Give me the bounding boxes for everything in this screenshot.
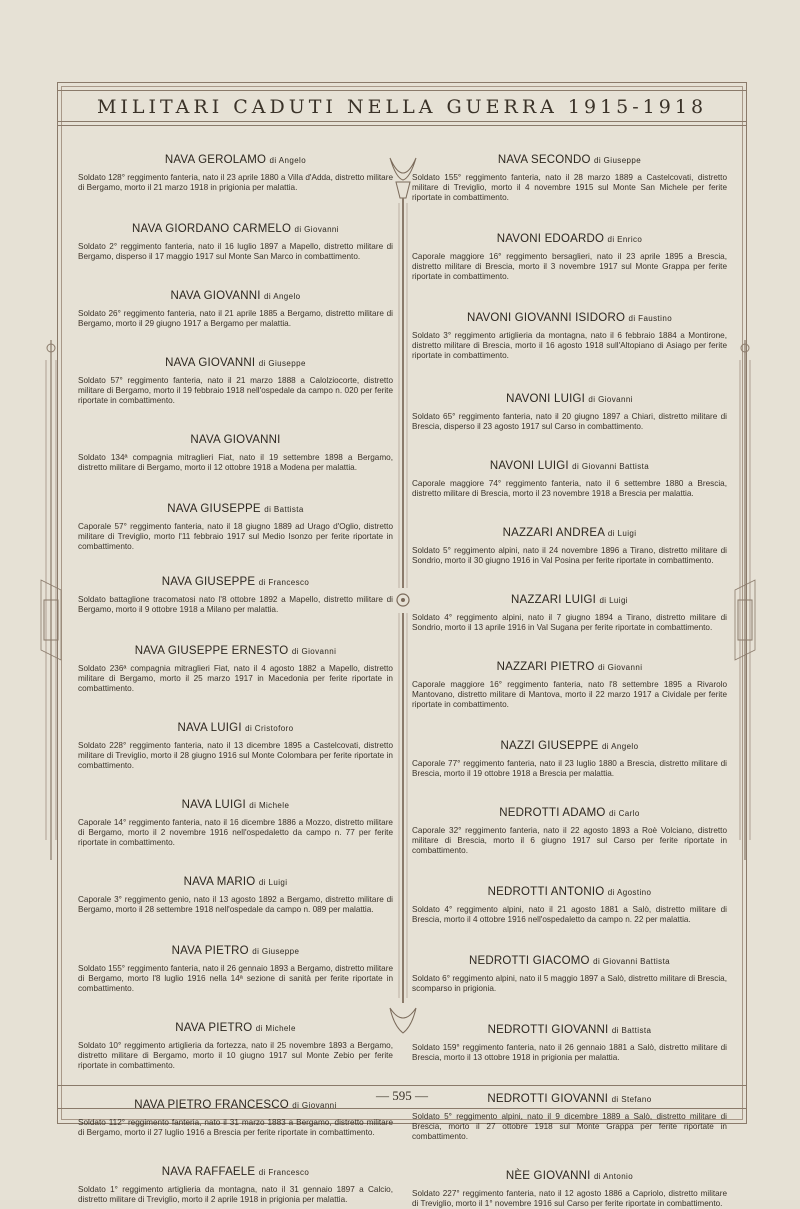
- register-entry: [412, 154, 727, 203]
- entry-surname: NAVA GIOVANNI: [170, 290, 261, 302]
- register-entry: [78, 799, 393, 848]
- entry-text: Soldato 5° reggimento alpini, nato il 24 novembre 1896 a Tirano, distretto militare di Sondrio, morto il 30 giugno 1916 in Val Posina per ferite riportate in combattimento.: [412, 546, 727, 565]
- entry-surname: NAVA SECONDO: [497, 154, 591, 166]
- entry-name: [412, 527, 727, 540]
- entry-surname: NAVA LUIGI: [181, 799, 246, 811]
- entry-text: Soldato 236ª compagnia mitraglieri Fiat, nato il 4 agosto 1882 a Mapello, distretto militare di Bergamo, morto il 25 marzo 1917 in Macedonia per ferite riportate in combattimento.: [78, 664, 393, 693]
- entry-text: Caporale maggiore 74° reggimento fanteria, nato il 6 settembre 1880 a Brescia, distretto militare di Brescia, morto il 23 novembre 1918 a Brescia per malattia.: [412, 479, 727, 498]
- entry-text: Soldato 1° reggimento artiglieria da montagna, nato il 31 gennaio 1897 a Calcio, distretto militare di Treviglio, morto il 2 aprile 1918 in prigionia per malattia.: [78, 1185, 393, 1204]
- entry-text: Soldato 57° reggimento fanteria, nato il 21 marzo 1888 a Calolziocorte, distretto militare di Bergamo, morto il 19 febbraio 1918 nell'ospedale da campo n. 020 per ferite riportate in combattimento.: [78, 376, 393, 405]
- right-ornament-icon: [730, 340, 760, 860]
- entry-name: [412, 955, 727, 968]
- entry-name: [78, 576, 393, 589]
- entry-father: di Agostino: [607, 888, 652, 897]
- entry-father: di Francesco: [258, 578, 310, 587]
- footer-rule-top: [57, 1085, 747, 1086]
- entry-name: [412, 740, 727, 753]
- entry-surname: NEDROTTI ANTONIO: [487, 886, 605, 898]
- entry-father: di Carlo: [608, 809, 640, 818]
- register-entry: [412, 740, 727, 779]
- entry-name: [412, 661, 727, 674]
- entry-father: di Giuseppe: [594, 156, 642, 165]
- register-entry: [412, 393, 727, 432]
- entry-text: Caporale 57° reggimento fanteria, nato il 18 giugno 1889 ad Urago d'Oglio, distretto militare di Treviglio, morto l'11 febbraio 1917 sul Medio Isonzo per ferite riportate in combattimento.: [78, 522, 393, 551]
- entry-surname: NAVA GIUSEPPE: [161, 576, 256, 588]
- entry-text: Soldato 10° reggimento artiglieria da fortezza, nato il 25 novembre 1893 a Bergamo, distretto militare di Bergamo, morto il 10 giugno 1917 sul Monte Zebio per ferite riportate in combattimento.: [78, 1041, 393, 1070]
- entry-surname: NAVA GIUSEPPE: [167, 503, 261, 515]
- entry-surname: NAVA GEROLAMO: [164, 154, 267, 166]
- entry-surname: NAZZARI ANDREA: [502, 527, 605, 539]
- register-entry: [78, 1022, 393, 1071]
- entry-surname: NAVA PIETRO: [175, 1022, 253, 1034]
- entry-father: di Luigi: [607, 529, 637, 538]
- entry-father: di Michele: [255, 1024, 296, 1033]
- entry-father: di Giuseppe: [252, 947, 300, 956]
- entry-surname: NAVONI EDOARDO: [496, 233, 605, 245]
- entry-text: Soldato 65° reggimento fanteria, nato il 20 giugno 1897 a Chiari, distretto militare di Brescia, disperso il 23 agosto 1917 sul Carso in combattimento.: [412, 412, 727, 431]
- entry-surname: NAVA GIUSEPPE ERNESTO: [134, 645, 289, 657]
- register-entry: [78, 223, 393, 262]
- entry-surname: NAVONI LUIGI: [506, 393, 586, 405]
- entry-surname: NAVA PIETRO: [171, 945, 249, 957]
- entry-father: di Giovanni Battista: [593, 957, 671, 966]
- register-entry: [78, 1166, 393, 1205]
- entry-father: di Michele: [249, 801, 290, 810]
- entry-father: di Giovanni: [588, 395, 633, 404]
- entry-surname: NEDROTTI GIOVANNI: [487, 1093, 609, 1105]
- entry-surname: NAZZARI PIETRO: [496, 661, 595, 673]
- entry-text: Soldato 4° reggimento alpini, nato il 7 giugno 1894 a Tirano, distretto militare di Sondrio, morto il 13 aprile 1916 in Val Sugana per ferite riportate in combattimento.: [412, 613, 727, 632]
- entry-name: [78, 1166, 393, 1179]
- entry-surname: NAVA GIOVANNI: [165, 357, 256, 369]
- entry-name: [78, 434, 393, 447]
- entry-text: Soldato battaglione tracomatosi nato l'8 ottobre 1892 a Mapello, distretto militare di Bergamo, morto il 9 ottobre 1918 a Milano per malattia.: [78, 595, 393, 614]
- entry-father: di Battista: [611, 1026, 652, 1035]
- register-entry: [78, 290, 393, 329]
- entry-text: Caporale maggiore 16° reggimento fanteria, nato l'8 settembre 1895 a Rivarolo Mantovano, distretto militare di Mantova, morto il 22 marzo 1917 a Cividale per ferite riportate in combattimento.: [412, 680, 727, 709]
- entry-father: di Angelo: [601, 742, 639, 751]
- entry-surname: NAVONI LUIGI: [489, 460, 569, 472]
- entry-text: Soldato 3° reggimento artiglieria da montagna, nato il 6 febbraio 1884 a Montirone, distretto militare di Brescia, morto il 16 agosto 1918 sull'Altopiano di Asiago per ferite riportate in combattimento.: [412, 331, 727, 360]
- entry-name: [412, 886, 727, 899]
- entry-text: Soldato 227° reggimento fanteria, nato il 12 agosto 1886 a Capriolo, distretto militare di Treviglio, morto il 1° novembre 1916 sul Carso per ferite riportate in combattimento.: [412, 1189, 727, 1208]
- entry-text: Soldato 128° reggimento fanteria, nato il 23 aprile 1880 a Villa d'Adda, distretto militare di Bergamo, morto il 21 marzo 1918 in prigionia per malattia.: [78, 173, 393, 192]
- entry-father: di Luigi: [599, 596, 628, 605]
- entry-father: di Angelo: [264, 292, 301, 301]
- entry-name: [412, 312, 727, 325]
- entry-text: Soldato 26° reggimento fanteria, nato il 21 aprile 1885 a Bergamo, distretto militare di Bergamo, morto il 29 giugno 1917 a Bergamo per malattia.: [78, 309, 393, 328]
- entry-text: Soldato 134ª compagnia mitraglieri Fiat, nato il 19 settembre 1898 a Bergamo, distretto militare di Bergamo, morto il 12 ottobre 1918 a Modena per malattia.: [78, 453, 393, 472]
- entry-text: Caporale 14° reggimento fanteria, nato il 16 dicembre 1886 a Mozzo, distretto militare di Bergamo, morto il 2 novembre 1916 nell'ospedaletto da campo n. 77 per ferite riportate in combattimento.: [78, 818, 393, 847]
- entry-name: [412, 1170, 727, 1183]
- entry-name: [412, 154, 727, 167]
- register-entry: [412, 312, 727, 361]
- register-entry: [412, 527, 727, 566]
- entry-name: [78, 945, 393, 958]
- entry-name: [412, 233, 727, 246]
- header-rule-top: [57, 90, 747, 91]
- register-entry: [412, 886, 727, 925]
- entry-father: di Stefano: [611, 1095, 652, 1104]
- entry-father: di Giuseppe: [258, 359, 306, 368]
- register-entry: [78, 722, 393, 771]
- entry-surname: NAVA PIETRO FRANCESCO: [134, 1099, 289, 1111]
- entry-name: [78, 357, 393, 370]
- register-entry: [412, 594, 727, 633]
- entry-name: [412, 460, 727, 473]
- register-entry: [412, 233, 727, 282]
- entry-father: di Cristoforo: [245, 724, 294, 733]
- register-entry: [78, 1099, 393, 1138]
- entry-surname: NÈE GIOVANNI: [505, 1170, 591, 1182]
- entry-father: di Giovanni: [292, 1101, 337, 1110]
- right-column: [412, 140, 727, 1209]
- entry-father: di Francesco: [258, 1168, 310, 1177]
- register-entry: [412, 661, 727, 710]
- entry-surname: NAVA GIORDANO CARMELO: [132, 223, 292, 235]
- left-column: [78, 140, 393, 1205]
- register-entry: [78, 645, 393, 694]
- entry-name: [78, 1022, 393, 1035]
- page-number: — 595 —: [376, 1088, 428, 1103]
- entry-father: di Battista: [264, 505, 304, 514]
- register-entry: [412, 1170, 727, 1209]
- entry-text: Soldato 155° reggimento fanteria, nato il 26 gennaio 1893 a Bergamo, distretto militare di Bergamo, morto l'8 luglio 1916 nella 14ª sezione di sanità per ferite riportate in combattimento.: [78, 964, 393, 993]
- entry-name: [78, 503, 393, 516]
- entry-surname: NEDROTTI GIOVANNI: [487, 1024, 609, 1036]
- entry-text: Soldato 6° reggimento alpini, nato il 5 maggio 1897 a Salò, distretto militare di Brescia, scomparso in prigionia.: [412, 974, 727, 993]
- entry-name: [78, 290, 393, 303]
- entry-text: Soldato 4° reggimento alpini, nato il 21 agosto 1881 a Salò, distretto militare di Brescia, morto il 4 ottobre 1916 nell'ospedaletto da campo n. 22 per malattia.: [412, 905, 727, 924]
- entry-name: [78, 876, 393, 889]
- entry-name: [78, 645, 393, 658]
- page-title: MILITARI CADUTI NELLA GUERRA 1915-1918: [96, 96, 708, 118]
- entry-father: di Enrico: [607, 235, 643, 244]
- register-entry: [78, 876, 393, 915]
- entry-text: Soldato 155° reggimento fanteria, nato il 28 marzo 1889 a Castelcovati, distretto militare di Treviglio, morto il 4 novembre 1915 sul Monte San Michele per ferite riportate in combattimento.: [412, 173, 727, 202]
- entry-text: Soldato 228° reggimento fanteria, nato il 13 dicembre 1895 a Castelcovati, distretto militare di Treviglio, morto il 28 giugno 1916 sul Monte Colombara per ferite riportate in combattimento.: [78, 741, 393, 770]
- entry-text: Soldato 2° reggimento fanteria, nato il 16 luglio 1897 a Mapello, distretto militare di Bergamo, disperso il 17 maggio 1917 sul Monte San Marco in combattimento.: [78, 242, 393, 261]
- register-entry: [78, 357, 393, 406]
- entry-father: di Giovanni: [291, 647, 337, 656]
- left-ornament-icon: [36, 340, 66, 860]
- entry-name: [78, 223, 393, 236]
- register-entry: [412, 807, 727, 856]
- entry-text: Soldato 5° reggimento alpini, nato il 9 dicembre 1889 a Salò, distretto militare di Brescia, morto il 27 ottobre 1918 sul Monte Grappa per ferite riportate in combattimento.: [412, 1112, 727, 1141]
- entry-father: di Angelo: [269, 156, 307, 165]
- entry-name: [412, 1024, 727, 1037]
- entry-name: [78, 722, 393, 735]
- entry-name: [412, 594, 727, 607]
- entry-surname: NAVA LUIGI: [177, 722, 242, 734]
- entry-surname: NAZZARI LUIGI: [511, 594, 597, 606]
- footer-rule-bottom: [57, 1108, 747, 1109]
- header-rule-bottom: [57, 121, 747, 122]
- register-entry: [78, 576, 393, 615]
- register-entry: [412, 1024, 727, 1063]
- register-entry: [78, 945, 393, 994]
- entry-surname: NAVONI GIOVANNI ISIDORO: [466, 312, 626, 324]
- entry-father: di Luigi: [258, 878, 288, 887]
- entry-father: di Giovanni: [294, 225, 339, 234]
- register-entry: [78, 434, 393, 473]
- entry-name: [78, 799, 393, 812]
- entry-father: di Faustino: [628, 314, 673, 323]
- entry-father: di Giovanni Battista: [572, 462, 650, 471]
- entry-surname: NAVA MARIO: [183, 876, 256, 888]
- entry-name: [412, 807, 727, 820]
- register-entry: [412, 955, 727, 994]
- register-entry: [78, 503, 393, 552]
- entry-text: Soldato 159° reggimento fanteria, nato il 26 gennaio 1881 a Salò, distretto militare di Brescia, morto il 13 ottobre 1918 in prigionia per malattia.: [412, 1043, 727, 1062]
- register-entry: [412, 460, 727, 499]
- entry-name: [78, 154, 393, 167]
- register-entry: [78, 154, 393, 193]
- entry-surname: NAZZI GIUSEPPE: [500, 740, 599, 752]
- header-rule-bottom-2: [57, 125, 747, 126]
- entry-text: Soldato 112° reggimento fanteria, nato il 31 marzo 1883 a Bergamo, distretto militare di Bergamo, morto il 27 luglio 1916 a Brescia per ferite riportate in combattimento.: [78, 1118, 393, 1137]
- entry-father: di Antonio: [593, 1172, 634, 1181]
- entry-surname: NAVA GIOVANNI: [190, 434, 281, 446]
- entry-surname: NEDROTTI ADAMO: [499, 807, 606, 819]
- entry-text: Caporale 77° reggimento fanteria, nato il 23 luglio 1880 a Brescia, distretto militare di Brescia, morto il 19 ottobre 1918 a Brescia per malattia.: [412, 759, 727, 778]
- entry-text: Caporale 32° reggimento fanteria, nato il 22 agosto 1893 a Roè Volciano, distretto militare di Brescia, morto il 6 giugno 1917 sul Carso per ferite riportate in combattimento.: [412, 826, 727, 855]
- entry-text: Caporale 3° reggimento genio, nato il 13 agosto 1892 a Bergamo, distretto militare di Bergamo, morto il 28 settembre 1918 nell'ospedale da campo n. 089 per malattia.: [78, 895, 393, 914]
- entry-father: di Giovanni: [597, 663, 643, 672]
- entry-text: Caporale maggiore 16° reggimento bersaglieri, nato il 23 aprile 1895 a Brescia, distretto militare di Brescia, morto il 3 novembre 1917 sul Monte Grappa per ferite riportate in combattimento.: [412, 252, 727, 281]
- entry-surname: NAVA RAFFAELE: [161, 1166, 256, 1178]
- entry-surname: NEDROTTI GIACOMO: [468, 955, 590, 967]
- entry-name: [412, 393, 727, 406]
